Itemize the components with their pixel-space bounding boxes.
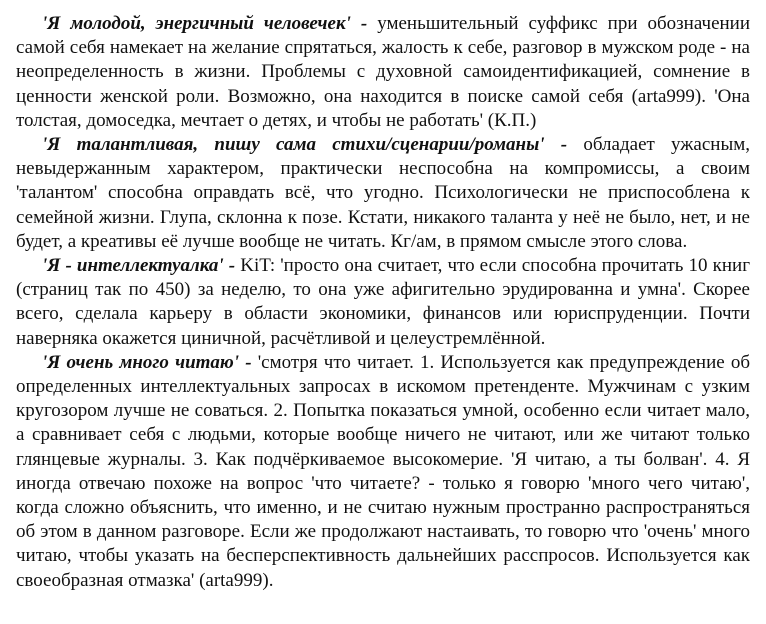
paragraph-reads-a-lot [16,351,750,593]
paragraph-lead: 'Я молодой, энергичный человечек' - [42,13,368,34]
paragraph-intellectual [16,254,750,351]
paragraph-lead: 'Я очень много читаю' - [42,351,252,373]
paragraph-text: уменьшительный суффикс при обозначении самой себя намекает на желание спрятаться, жалость к себе, разговор в мужском роде - на неопределенность в жизни. Проблемы с духовной самоидентификацией, сомнение в ценности женской роли. Возможно, она находится в поиске самой себя (arta999). 'Она толстая, домоседка, мечтает о детях, и чтобы не работать' (К.П.) [16,13,750,131]
paragraph-lead: 'Я - интеллектуалка' - [42,255,236,277]
paragraph-lead: 'Я талантливая, пишу сама стихи/сценарии/романы' - [42,134,568,156]
paragraph-young-energetic [16,12,750,133]
document-body [16,12,750,593]
paragraph-text: обладает ужасным, невыдержанным характером, практически неспособна на компромиссы, а своим 'талантом' способна оправдать всё, что угодно. Психологически не приспособлена к семейной жизни. Глупа, склонна к позе. Кстати, никакого таланта у неё не было, нет, и не будет, а креативы её лучше вообще не читать. Кг/ам, в прямом смысле этого слова. [16,134,750,252]
paragraph-text: KiT: 'просто она считает, что если способна прочитать 10 книг (страниц так по 450) за неделю, то она уже афигительно эрудированна и умна'. Скорее всего, сделала карьеру в области экономики, финансов или юриспруденции. Почти наверняка окажется циничной, расчётливой и целеустремлённой. [16,255,750,349]
paragraph-text: 'смотря что читает. 1. Используется как предупреждение об определенных интеллектуальных запросах в искомом претенденте. Мужчинам с узким кругозором лучше не соваться. 2. Попытка показаться умной, особенно если читает мало, а сравнивает себя с людьми, которые вообще ничего не читают, или же читают только глянцевые журналы. 3. Как подчёркиваемое высокомерие. 'Я читаю, а ты болван'. 4. Я иногда отвечаю похоже на вопрос 'что читаете? - только я говорю 'много чего читаю', когда сложно объяснить, что именно, и не считаю нужным пространно распространяться об этом в данном разговоре. Если же продолжают настаивать, то говорю что 'очень' много читаю, чтобы указать на бесперспективность дальнейших расспросов. Используется как своеобразная отмазка' (arta999). [16,351,751,591]
paragraph-talented [16,133,750,254]
